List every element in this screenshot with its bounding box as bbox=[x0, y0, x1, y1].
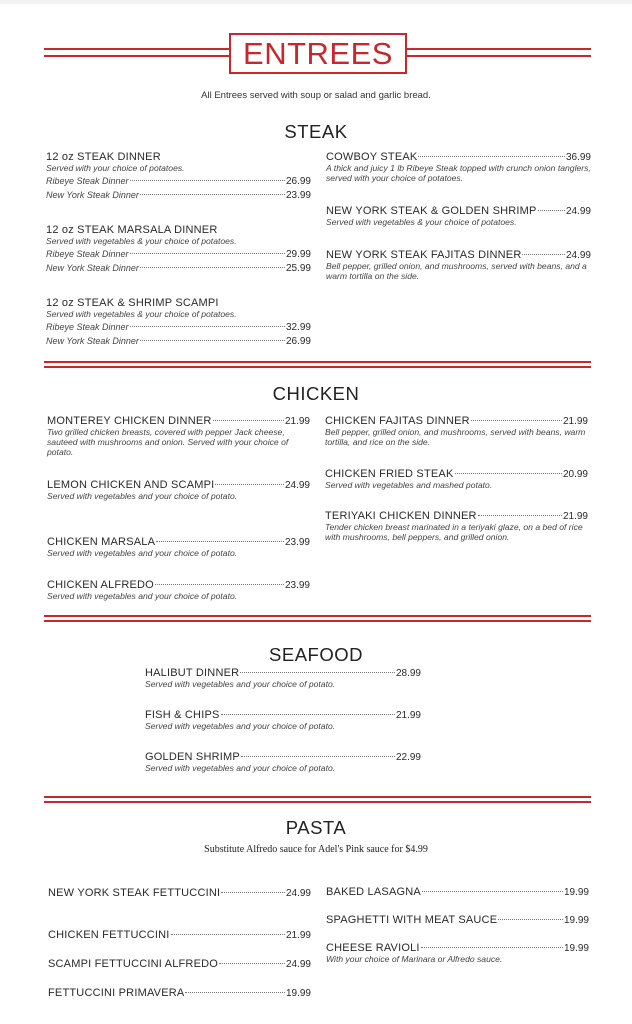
item-price: 26.99 bbox=[285, 336, 311, 347]
menu-item bbox=[48, 958, 311, 970]
item-price: 23.99 bbox=[285, 190, 311, 201]
dot-leader bbox=[421, 947, 563, 948]
item-desc: Served with vegetables & your choice of potatoes. bbox=[46, 309, 237, 319]
item-price: 24.99 bbox=[565, 206, 591, 217]
menu-item bbox=[48, 887, 311, 899]
item-name: NEW YORK STEAK FAJITAS DINNER bbox=[326, 249, 522, 261]
item-price: 24.99 bbox=[285, 888, 311, 899]
dot-leader bbox=[219, 963, 285, 964]
menu-item bbox=[46, 151, 311, 201]
intro-text: All Entrees served with soup or salad and garlic bread. bbox=[201, 90, 431, 101]
menu-item bbox=[48, 929, 311, 941]
menu-item bbox=[326, 249, 591, 281]
option-name: Ribeye Steak Dinner bbox=[46, 322, 129, 332]
item-price: 24.99 bbox=[285, 959, 311, 970]
menu-item bbox=[145, 709, 421, 731]
menu-item bbox=[46, 297, 311, 347]
menu-item bbox=[326, 205, 591, 227]
item-name: NEW YORK STEAK & GOLDEN SHRIMP bbox=[326, 205, 537, 217]
item-desc: A thick and juicy 1 lb Ribeye Steak topped with crunch onion tanglers, served with your choice of potatoes. bbox=[326, 163, 591, 183]
item-price: 29.99 bbox=[285, 249, 311, 260]
top-strip bbox=[0, 0, 632, 4]
item-desc: Served with vegetables and your choice of potato. bbox=[145, 721, 336, 731]
option-name: New York Steak Dinner bbox=[46, 190, 139, 200]
dot-leader bbox=[418, 156, 565, 157]
dot-leader bbox=[140, 194, 285, 195]
dot-leader bbox=[221, 714, 395, 715]
option-name: New York Steak Dinner bbox=[46, 336, 139, 346]
item-name: FISH & CHIPS bbox=[145, 709, 220, 721]
item-desc: With your choice of Marinara or Alfredo sauce. bbox=[326, 954, 503, 964]
item-name: TERIYAKI CHICKEN DINNER bbox=[325, 510, 477, 522]
dot-leader bbox=[471, 420, 562, 421]
chicken-title: CHICKEN bbox=[272, 383, 360, 404]
item-desc: Bell pepper, grilled onion, and mushrooms, served with beans, warm tortilla, and rice on the side. bbox=[325, 427, 586, 447]
section-divider bbox=[44, 615, 591, 622]
item-name: LEMON CHICKEN AND SCAMPI bbox=[47, 479, 215, 491]
item-price: 21.99 bbox=[285, 930, 311, 941]
item-name: SCAMPI FETTUCCINI ALFREDO bbox=[48, 958, 219, 970]
item-name: 12 oz STEAK DINNER bbox=[46, 151, 161, 163]
dot-leader bbox=[221, 892, 285, 893]
item-name: 12 oz STEAK MARSALA DINNER bbox=[46, 224, 218, 236]
item-price: 19.99 bbox=[563, 943, 589, 954]
item-name: 12 oz STEAK & SHRIMP SCAMPI bbox=[46, 297, 219, 309]
item-price: 24.99 bbox=[565, 250, 591, 261]
seafood-title: SEAFOOD bbox=[269, 644, 363, 665]
menu-item bbox=[325, 510, 588, 542]
menu-item bbox=[48, 987, 311, 999]
dot-leader bbox=[240, 672, 395, 673]
menu-item bbox=[325, 415, 588, 447]
item-name: CHICKEN FRIED STEAK bbox=[325, 468, 454, 480]
dot-leader bbox=[130, 253, 285, 254]
dot-leader bbox=[156, 541, 284, 542]
item-price: 21.99 bbox=[395, 710, 421, 721]
dot-leader bbox=[140, 340, 285, 341]
menu-item bbox=[47, 579, 310, 601]
item-price: 19.99 bbox=[563, 915, 589, 926]
item-name: BAKED LASAGNA bbox=[326, 886, 421, 898]
menu-item bbox=[326, 942, 589, 964]
item-name: COWBOY STEAK bbox=[326, 151, 418, 163]
dot-leader bbox=[130, 180, 285, 181]
dot-leader bbox=[422, 891, 563, 892]
dot-leader bbox=[130, 326, 285, 327]
item-price: 24.99 bbox=[284, 480, 310, 491]
item-name: CHICKEN ALFREDO bbox=[47, 579, 154, 591]
item-price: 21.99 bbox=[562, 416, 588, 427]
pasta-note: Substitute Alfredo sauce for Adel's Pink sauce for $4.99 bbox=[204, 844, 428, 855]
dot-leader bbox=[538, 210, 565, 211]
item-name: FETTUCCINI PRIMAVERA bbox=[48, 987, 185, 999]
item-price: 22.99 bbox=[395, 752, 421, 763]
item-desc: Served with vegetables and your choice of potato. bbox=[47, 548, 238, 558]
menu-item bbox=[326, 151, 591, 183]
item-price: 36.99 bbox=[565, 152, 591, 163]
item-price: 28.99 bbox=[395, 668, 421, 679]
dot-leader bbox=[498, 919, 563, 920]
item-price: 21.99 bbox=[562, 511, 588, 522]
item-price: 32.99 bbox=[285, 322, 311, 333]
item-desc: Served with your choice of potatoes. bbox=[46, 163, 185, 173]
option-name: Ribeye Steak Dinner bbox=[46, 249, 129, 259]
item-name: NEW YORK STEAK FETTUCCINI bbox=[48, 887, 221, 899]
dot-leader bbox=[155, 584, 284, 585]
item-price: 21.99 bbox=[284, 416, 310, 427]
menu-item bbox=[325, 468, 588, 490]
item-price: 19.99 bbox=[563, 887, 589, 898]
section-divider bbox=[44, 796, 591, 803]
item-desc: Tender chicken breast marinated in a teriyaki glaze, on a bed of rice with mushrooms, bell peppers, and grilled onion. bbox=[325, 522, 583, 542]
dot-leader bbox=[241, 756, 395, 757]
dot-leader bbox=[478, 515, 562, 516]
item-price: 23.99 bbox=[284, 580, 310, 591]
item-desc: Served with vegetables and your choice of potato. bbox=[47, 491, 238, 501]
item-desc: Two grilled chicken breasts, covered with pepper Jack cheese, sauteed with mushrooms and onion. Served with your choice of potato. bbox=[47, 427, 289, 457]
item-name: GOLDEN SHRIMP bbox=[145, 751, 240, 763]
item-price: 23.99 bbox=[284, 537, 310, 548]
dot-leader bbox=[213, 420, 284, 421]
menu-item bbox=[47, 479, 310, 501]
item-desc: Served with vegetables & your choice of potatoes. bbox=[326, 217, 517, 227]
dot-leader bbox=[185, 992, 285, 993]
dot-leader bbox=[455, 473, 562, 474]
option-name: Ribeye Steak Dinner bbox=[46, 176, 129, 186]
item-name: SPAGHETTI WITH MEAT SAUCE bbox=[326, 914, 498, 926]
dot-leader bbox=[215, 484, 284, 485]
menu-item bbox=[47, 415, 310, 457]
item-desc: Served with vegetables & your choice of potatoes. bbox=[46, 236, 237, 246]
title-rule-left bbox=[44, 48, 230, 57]
item-price: 25.99 bbox=[285, 263, 311, 274]
item-desc: Bell pepper, grilled onion, and mushrooms, served with beans, and a warm tortilla on the side. bbox=[326, 261, 587, 281]
dot-leader bbox=[140, 267, 285, 268]
item-desc: Served with vegetables and your choice of potato. bbox=[145, 763, 336, 773]
item-desc: Served with vegetables and your choice of potato. bbox=[47, 591, 238, 601]
menu-item bbox=[326, 914, 589, 926]
item-name: HALIBUT DINNER bbox=[145, 667, 240, 679]
item-desc: Served with vegetables and your choice of potato. bbox=[145, 679, 336, 689]
pasta-title: PASTA bbox=[285, 817, 347, 838]
option-name: New York Steak Dinner bbox=[46, 263, 139, 273]
title-rule-right bbox=[406, 48, 591, 57]
item-name: CHICKEN FAJITAS DINNER bbox=[325, 415, 470, 427]
item-name: CHEESE RAVIOLI bbox=[326, 942, 420, 954]
section-divider bbox=[44, 361, 591, 368]
dot-leader bbox=[522, 254, 564, 255]
page-title: ENTREES bbox=[243, 36, 393, 71]
item-desc: Served with vegetables and mashed potato. bbox=[325, 480, 493, 490]
item-price: 19.99 bbox=[285, 988, 311, 999]
title-box bbox=[229, 33, 407, 74]
menu-item bbox=[145, 751, 421, 773]
dot-leader bbox=[171, 934, 285, 935]
menu-item bbox=[46, 224, 311, 274]
steak-title: STEAK bbox=[284, 121, 348, 142]
item-price: 20.99 bbox=[562, 469, 588, 480]
item-name: CHICKEN MARSALA bbox=[47, 536, 156, 548]
menu-item bbox=[47, 536, 310, 558]
item-price: 26.99 bbox=[285, 176, 311, 187]
menu-item bbox=[145, 667, 421, 689]
menu-item bbox=[326, 886, 589, 898]
item-name: CHICKEN FETTUCCINI bbox=[48, 929, 170, 941]
item-name: MONTEREY CHICKEN DINNER bbox=[47, 415, 212, 427]
